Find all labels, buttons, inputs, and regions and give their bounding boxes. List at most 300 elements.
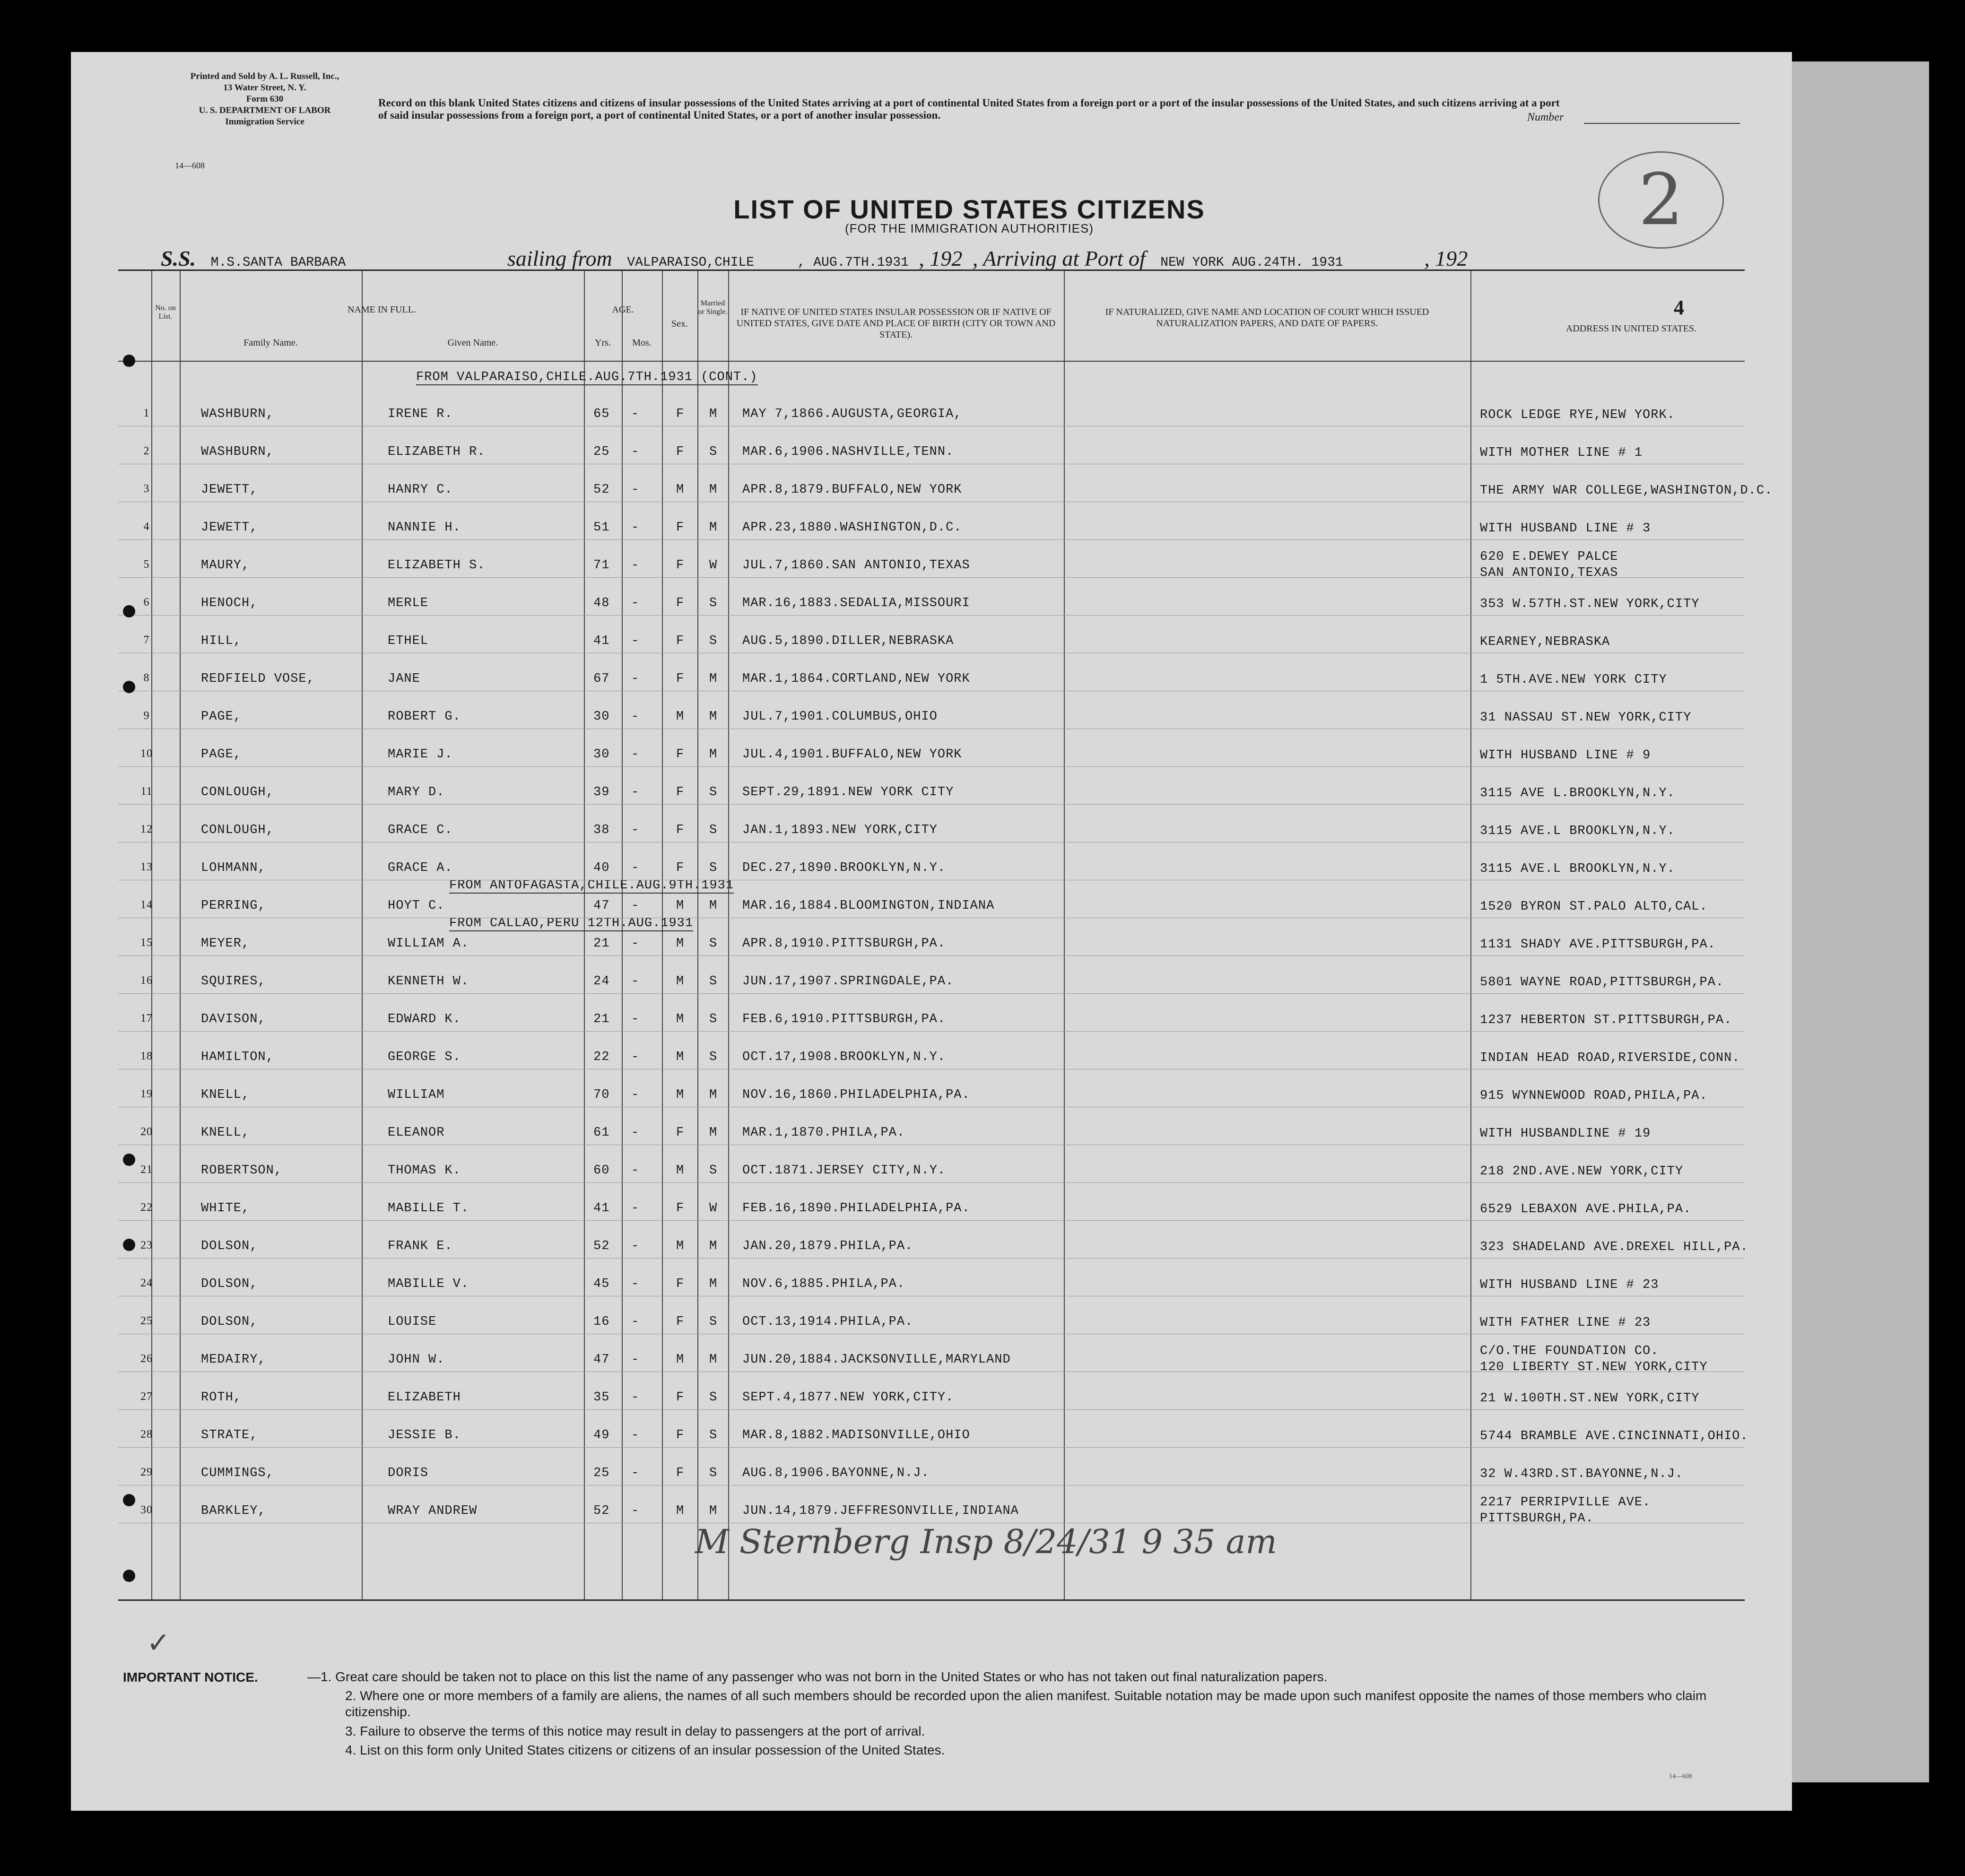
family-name: WHITE, (201, 1201, 250, 1216)
number-field-line (1584, 123, 1740, 124)
port-header-valparaiso: FROM VALPARAISO,CHILE.AUG.7TH.1931 (CONT.) (416, 370, 758, 384)
check-mark-icon: ✓ (147, 1626, 171, 1659)
marital-status: S (709, 785, 718, 799)
table-row (118, 578, 1745, 616)
marital-status: S (709, 823, 718, 837)
row-number: 24 (140, 1277, 153, 1289)
address (1480, 596, 1699, 612)
sex: M (676, 937, 685, 951)
table-row (118, 994, 1745, 1032)
age-years: 41 (593, 1201, 610, 1216)
sex: F (676, 1466, 685, 1480)
birth-date-place: OCT.1871.JERSEY CITY,N.Y. (742, 1164, 946, 1178)
header-name-in-full: NAME IN FULL. (348, 304, 416, 315)
row-number: 18 (140, 1050, 153, 1062)
row-number: 3 (143, 483, 150, 495)
address-line: 218 2ND.AVE.NEW YORK,CITY (1480, 1164, 1684, 1179)
table-row (118, 805, 1745, 843)
age-years: 52 (593, 1504, 610, 1518)
address (1480, 1126, 1651, 1142)
address-line: C/O.THE FOUNDATION CO. (1480, 1344, 1659, 1358)
marital-status: S (709, 861, 718, 875)
address (1480, 521, 1651, 537)
manifest-table (118, 269, 1773, 1601)
given-name: ROBERT G. (388, 710, 461, 724)
address (1480, 1390, 1699, 1407)
punch-hole (123, 681, 135, 693)
sex: F (676, 521, 685, 535)
given-name: ELIZABETH R. (388, 445, 486, 459)
family-name: HENOCH, (201, 596, 258, 610)
address (1480, 1088, 1708, 1104)
table-row (118, 1108, 1745, 1146)
marital-status: M (709, 1088, 718, 1102)
birth-date-place: MAR.8,1882.MADISONVILLE,OHIO (742, 1428, 970, 1442)
birth-date-place: JUL.7,1901.COLUMBUS,OHIO (742, 710, 938, 724)
age-years: 48 (593, 596, 610, 610)
marital-status: S (709, 634, 718, 648)
age-years: 61 (593, 1126, 610, 1140)
address-line-2: 120 LIBERTY ST.NEW YORK,CITY (1480, 1360, 1708, 1374)
given-name: EDWARD K. (388, 1012, 461, 1026)
address-line: 6529 LEBAXON AVE.PHILA,PA. (1480, 1202, 1692, 1216)
punch-hole (123, 1239, 135, 1251)
age-years: 40 (593, 861, 610, 875)
row-number: 4 (143, 521, 150, 533)
sex: F (676, 785, 685, 799)
birth-date-place: MAR.1,1864.CORTLAND,NEW YORK (742, 672, 970, 686)
given-name: FRANK E. (388, 1239, 453, 1253)
birth-date-place: MAR.16,1883.SEDALIA,MISSOURI (742, 596, 970, 610)
given-name: DORIS (388, 1466, 429, 1480)
table-row (118, 919, 1745, 956)
age-years: 49 (593, 1428, 610, 1442)
age-months: - (631, 974, 640, 989)
address-line: 353 W.57TH.ST.NEW YORK,CITY (1480, 597, 1700, 611)
birth-date-place: MAR.1,1870.PHILA,PA. (742, 1126, 905, 1140)
table-row (118, 1335, 1745, 1372)
age-months: - (631, 1277, 640, 1291)
address (1480, 1494, 1651, 1527)
address (1480, 937, 1716, 953)
row-number: 16 (140, 974, 153, 987)
punch-hole (123, 1154, 135, 1166)
family-name: DOLSON, (201, 1239, 258, 1253)
age-years: 47 (593, 899, 610, 913)
given-name: JANE (388, 672, 420, 686)
age-months: - (631, 710, 640, 724)
sex: M (676, 1239, 685, 1253)
manifest-page (71, 52, 1792, 1811)
address-line: WITH HUSBAND LINE # 23 (1480, 1278, 1659, 1292)
age-years: 21 (593, 1012, 610, 1026)
birth-date-place: AUG.8,1906.BAYONNE,N.J. (742, 1466, 930, 1480)
age-months: - (631, 899, 640, 913)
age-years: 21 (593, 937, 610, 951)
table-row (118, 1070, 1745, 1108)
printer-line: Form 630 (246, 94, 284, 104)
row-number: 6 (143, 596, 150, 608)
age-months: - (631, 1012, 640, 1026)
given-name: JESSIE B. (388, 1428, 461, 1442)
birth-date-place: AUG.5,1890.DILLER,NEBRASKA (742, 634, 954, 648)
row-number: 19 (140, 1088, 153, 1100)
address (1480, 1050, 1740, 1066)
row-number: 17 (140, 1012, 153, 1025)
row-number: 23 (140, 1239, 153, 1251)
given-name: HANRY C. (388, 483, 453, 497)
age-years: 71 (593, 558, 610, 573)
address (1480, 1201, 1691, 1217)
age-years: 65 (593, 407, 610, 421)
given-name: NANNIE H. (388, 521, 461, 535)
birth-date-place: OCT.17,1908.BROOKLYN,N.Y. (742, 1050, 946, 1064)
family-name: STRATE, (201, 1428, 258, 1442)
family-name: HAMILTON, (201, 1050, 274, 1064)
birth-date-place: FEB.16,1890.PHILADELPHIA,PA. (742, 1201, 970, 1216)
row-number: 12 (140, 823, 153, 835)
given-name: HOYT C. (388, 899, 445, 913)
table-row (118, 654, 1745, 692)
address (1480, 710, 1691, 726)
family-name: PAGE, (201, 710, 242, 724)
age-years: 24 (593, 974, 610, 989)
sex: F (676, 823, 685, 837)
row-number: 11 (140, 785, 153, 798)
from-date: , AUG.7TH.1931 (797, 255, 909, 270)
table-row (118, 503, 1745, 540)
age-months: - (631, 1239, 640, 1253)
birth-date-place: APR.8,1879.BUFFALO,NEW YORK (742, 483, 962, 497)
given-name: ELEANOR (388, 1126, 445, 1140)
header-no: No. on List. (155, 304, 176, 321)
printer-line: 13 Water Street, N. Y. (223, 83, 306, 93)
address-line: 32 W.43RD.ST.BAYONNE,N.J. (1480, 1467, 1684, 1481)
address (1480, 672, 1667, 688)
birth-date-place: JUN.17,1907.SPRINGDALE,PA. (742, 974, 954, 989)
given-name: MARIE J. (388, 747, 453, 762)
address-line: 1237 HEBERTON ST.PITTSBURGH,PA. (1480, 1013, 1732, 1027)
row-number: 10 (140, 747, 153, 760)
address (1480, 483, 1773, 499)
address-line: 5801 WAYNE ROAD,PITTSBURGH,PA. (1480, 975, 1724, 990)
address (1480, 634, 1610, 650)
page-title: LIST OF UNITED STATES CITIZENS (733, 194, 1205, 224)
address (1480, 899, 1708, 915)
address-line: 3115 AVE L.BROOKLYN,N.Y. (1480, 786, 1675, 800)
port-header-callao: FROM CALLAO,PERU 12TH.AUG.1931 (449, 916, 694, 930)
age-months: - (631, 407, 640, 421)
given-name: WILLIAM A. (388, 937, 470, 951)
header-mos: Mos. (632, 338, 652, 348)
arriving-label: , Arriving at Port of (972, 246, 1146, 270)
given-name: WRAY ANDREW (388, 1504, 478, 1518)
row-number: 27 (140, 1390, 153, 1403)
table-row (118, 1146, 1745, 1183)
table-row (118, 389, 1745, 427)
address-line: WITH HUSBAND LINE # 9 (1480, 748, 1651, 763)
birth-date-place: MAY 7,1866.AUGUSTA,GEORGIA, (742, 407, 962, 421)
marital-status: S (709, 1315, 718, 1329)
table-row (118, 1486, 1745, 1524)
address-line: 1520 BYRON ST.PALO ALTO,CAL. (1480, 900, 1708, 914)
given-name: GRACE C. (388, 823, 453, 837)
given-name: ELIZABETH (388, 1390, 461, 1405)
table-row (118, 1221, 1748, 1259)
marital-status: S (709, 1164, 718, 1178)
number-label: Number (1527, 111, 1564, 123)
family-name: MEDAIRY, (201, 1353, 266, 1367)
age-months: - (631, 558, 640, 573)
marital-status: M (709, 672, 718, 686)
age-years: 16 (593, 1315, 610, 1329)
age-months: - (631, 937, 640, 951)
ss-label: S.S. (161, 246, 196, 270)
marital-status: S (709, 1012, 718, 1026)
age-years: 30 (593, 710, 610, 724)
birth-date-place: APR.8,1910.PITTSBURGH,PA. (742, 937, 946, 951)
notice-heading: IMPORTANT NOTICE. (123, 1670, 258, 1685)
address (1480, 407, 1675, 423)
table-row (118, 843, 1745, 881)
family-name: MAURY, (201, 558, 250, 573)
row-number: 14 (140, 899, 153, 911)
address-line: 620 E.DEWEY PALCE (1480, 550, 1618, 564)
table-row (118, 1448, 1745, 1486)
age-months: - (631, 672, 640, 686)
age-months: - (631, 596, 640, 610)
family-name: KNELL, (201, 1126, 250, 1140)
family-name: ROTH, (201, 1390, 242, 1405)
sex: M (676, 1088, 685, 1102)
marital-status: M (709, 1239, 718, 1253)
marital-status: S (709, 1428, 718, 1442)
age-years: 35 (593, 1390, 610, 1405)
row-number: 9 (143, 710, 150, 722)
address-line: WITH FATHER LINE # 23 (1480, 1316, 1651, 1330)
given-name: GEORGE S. (388, 1050, 461, 1064)
address-line: WITH MOTHER LINE # 1 (1480, 446, 1643, 460)
family-name: WASHBURN, (201, 445, 274, 459)
age-months: - (631, 1126, 640, 1140)
given-name: IRENE R. (388, 407, 453, 421)
marital-status: S (709, 1050, 718, 1064)
row-number: 2 (143, 445, 150, 457)
table-row (118, 1372, 1745, 1410)
row-number: 29 (140, 1466, 153, 1478)
row-number: 7 (143, 634, 150, 646)
given-name: KENNETH W. (388, 974, 470, 989)
address (1480, 445, 1643, 461)
birth-date-place: APR.23,1880.WASHINGTON,D.C. (742, 521, 962, 535)
family-name: HILL, (201, 634, 242, 648)
header-naturalized: IF NATURALIZED, GIVE NAME AND LOCATION OF COURT WHICH ISSUED NATURALIZATION PAPERS, AND DATE OF PAPERS. (1105, 307, 1429, 329)
birth-date-place: SEPT.29,1891.NEW YORK CITY (742, 785, 954, 799)
given-name: LOUISE (388, 1315, 437, 1329)
family-name: ROBERTSON, (201, 1164, 283, 1178)
table-row (118, 540, 1745, 578)
sex: M (676, 1504, 685, 1518)
ship-name: M.S.SANTA BARBARA (210, 255, 346, 270)
birth-date-place: FEB.6,1910.PITTSBURGH,PA. (742, 1012, 946, 1026)
sex: F (676, 861, 685, 875)
age-months: - (631, 1088, 640, 1102)
family-name: LOHMANN, (201, 861, 266, 875)
circled-page-number: 2 (1598, 151, 1724, 249)
age-years: 38 (593, 823, 610, 837)
given-name: GRACE A. (388, 861, 453, 875)
address (1480, 549, 1618, 581)
table-row (118, 616, 1745, 654)
age-years: 39 (593, 785, 610, 799)
given-name: JOHN W. (388, 1353, 445, 1367)
punch-hole (123, 1494, 135, 1506)
sex: F (676, 1126, 685, 1140)
address-line: 323 SHADELAND AVE.DREXEL HILL,PA. (1480, 1240, 1748, 1254)
intro-text: Record on this blank United States citizens and citizens of insular possessions of the United States arriving at a port of continental United States from a foreign port or a port of the insular possessions of the United States, and such citizens arriving at a port of said insular possessions from a foreign port, a port of continental United States, or a port of another insular possession. (378, 97, 1560, 121)
age-years: 25 (593, 445, 610, 459)
address-line: 1 5TH.AVE.NEW YORK CITY (1480, 673, 1667, 687)
age-years: 60 (593, 1164, 610, 1178)
sex: M (676, 1353, 685, 1367)
sex: F (676, 1201, 685, 1216)
printer-line: Printed and Sold by A. L. Russell, Inc., (190, 71, 339, 81)
table-row (118, 730, 1745, 767)
age-years: 52 (593, 483, 610, 497)
printer-line: U. S. DEPARTMENT OF LABOR (199, 105, 331, 115)
address (1480, 823, 1675, 839)
family-name: JEWETT, (201, 483, 258, 497)
address (1480, 785, 1675, 801)
age-months: - (631, 861, 640, 875)
form-code-bottom: 14—608 (1669, 1773, 1692, 1780)
row-number: 13 (140, 861, 153, 873)
given-name: MARY D. (388, 785, 445, 799)
header-sex: Sex. (671, 319, 688, 329)
table-row (118, 427, 1745, 465)
birth-date-place: JAN.20,1879.PHILA,PA. (742, 1239, 913, 1253)
header-address: ADDRESS IN UNITED STATES. (1565, 323, 1697, 334)
table-row (118, 1410, 1748, 1448)
family-name: DAVISON, (201, 1012, 266, 1026)
header-family: Family Name. (243, 338, 298, 348)
given-name: THOMAS K. (388, 1164, 461, 1178)
family-name: CONLOUGH, (201, 785, 274, 799)
punch-hole (123, 355, 135, 367)
table-row (118, 1183, 1745, 1221)
table-row (118, 881, 1745, 919)
sex: M (676, 1164, 685, 1178)
row-number: 26 (140, 1353, 153, 1365)
sheet-number: 4 (1674, 296, 1684, 319)
family-name: DOLSON, (201, 1315, 258, 1329)
marital-status: M (709, 1353, 718, 1367)
age-months: - (631, 483, 640, 497)
marital-status: S (709, 974, 718, 989)
port-header-antofagasta: FROM ANTOFAGASTA,CHILE.AUG.9TH.1931 (449, 878, 734, 893)
family-name: CONLOUGH, (201, 823, 274, 837)
birth-date-place: NOV.6,1885.PHILA,PA. (742, 1277, 905, 1291)
address (1480, 974, 1724, 990)
family-name: CUMMINGS, (201, 1466, 274, 1480)
marital-status: M (709, 747, 718, 762)
age-years: 70 (593, 1088, 610, 1102)
address (1480, 1012, 1732, 1028)
table-row (118, 767, 1745, 805)
marital-status: M (709, 1126, 718, 1140)
form-code: 14—608 (175, 161, 205, 170)
given-name: MABILLE V. (388, 1277, 470, 1291)
family-name: KNELL, (201, 1088, 250, 1102)
family-name: BARKLEY, (201, 1504, 266, 1518)
header-married: Married or Single. (698, 299, 728, 316)
header-age: AGE. (612, 304, 634, 315)
given-name: ETHEL (388, 634, 429, 648)
row-number: 21 (140, 1164, 153, 1176)
row-number: 8 (143, 672, 150, 684)
table-row (118, 956, 1745, 994)
table-row (118, 1297, 1745, 1335)
sex: F (676, 596, 685, 610)
row-number: 5 (143, 558, 150, 571)
age-years: 47 (593, 1353, 610, 1367)
marital-status: M (709, 483, 718, 497)
age-months: - (631, 521, 640, 535)
sex: M (676, 710, 685, 724)
family-name: MEYER, (201, 937, 250, 951)
address-line: 31 NASSAU ST.NEW YORK,CITY (1480, 711, 1692, 725)
age-months: - (631, 1504, 640, 1518)
address-line: ROCK LEDGE RYE,NEW YORK. (1480, 408, 1675, 422)
address-line: 1131 SHADY AVE.PITTSBURGH,PA. (1480, 938, 1716, 952)
row-number: 25 (140, 1315, 153, 1327)
marital-status: W (709, 1201, 718, 1216)
sex: F (676, 1315, 685, 1329)
age-years: 22 (593, 1050, 610, 1064)
year-struck-2: , 192 (1424, 246, 1468, 270)
age-years: 67 (593, 672, 610, 686)
age-years: 45 (593, 1277, 610, 1291)
address-line: 3115 AVE.L BROOKLYN,N.Y. (1480, 824, 1675, 838)
table-row (118, 1032, 1745, 1070)
age-years: 52 (593, 1239, 610, 1253)
birth-date-place: NOV.16,1860.PHILADELPHIA,PA. (742, 1088, 970, 1102)
birth-date-place: JAN.1,1893.NEW YORK,CITY (742, 823, 938, 837)
marital-status: S (709, 937, 718, 951)
sex: M (676, 1012, 685, 1026)
marital-status: M (709, 1504, 718, 1518)
header-yrs: Yrs. (595, 338, 611, 348)
notice-item-1: —1. Great care should be taken not to place on this list the name of any passenger who was not born in the United States or who has not taken out final naturalization papers. (307, 1669, 1328, 1684)
address-line: 2217 PERRIPVILLE AVE. (1480, 1495, 1651, 1510)
age-years: 41 (593, 634, 610, 648)
notice-item-3: 3. Failure to observe the terms of this notice may result in delay to passengers at the port of arrival. (345, 1724, 925, 1738)
marital-status: S (709, 1466, 718, 1480)
sex: F (676, 1390, 685, 1405)
row-number: 1 (143, 407, 150, 419)
address (1480, 1239, 1748, 1255)
address (1480, 1315, 1651, 1331)
table-row (118, 465, 1773, 503)
age-months: - (631, 1466, 640, 1480)
age-years: 51 (593, 521, 610, 535)
age-months: - (631, 1201, 640, 1216)
family-name: PERRING, (201, 899, 266, 913)
row-number: 20 (140, 1126, 153, 1138)
age-months: - (631, 747, 640, 762)
address-line: THE ARMY WAR COLLEGE,WASHINGTON,D.C. (1480, 484, 1773, 498)
family-name: PAGE, (201, 747, 242, 762)
